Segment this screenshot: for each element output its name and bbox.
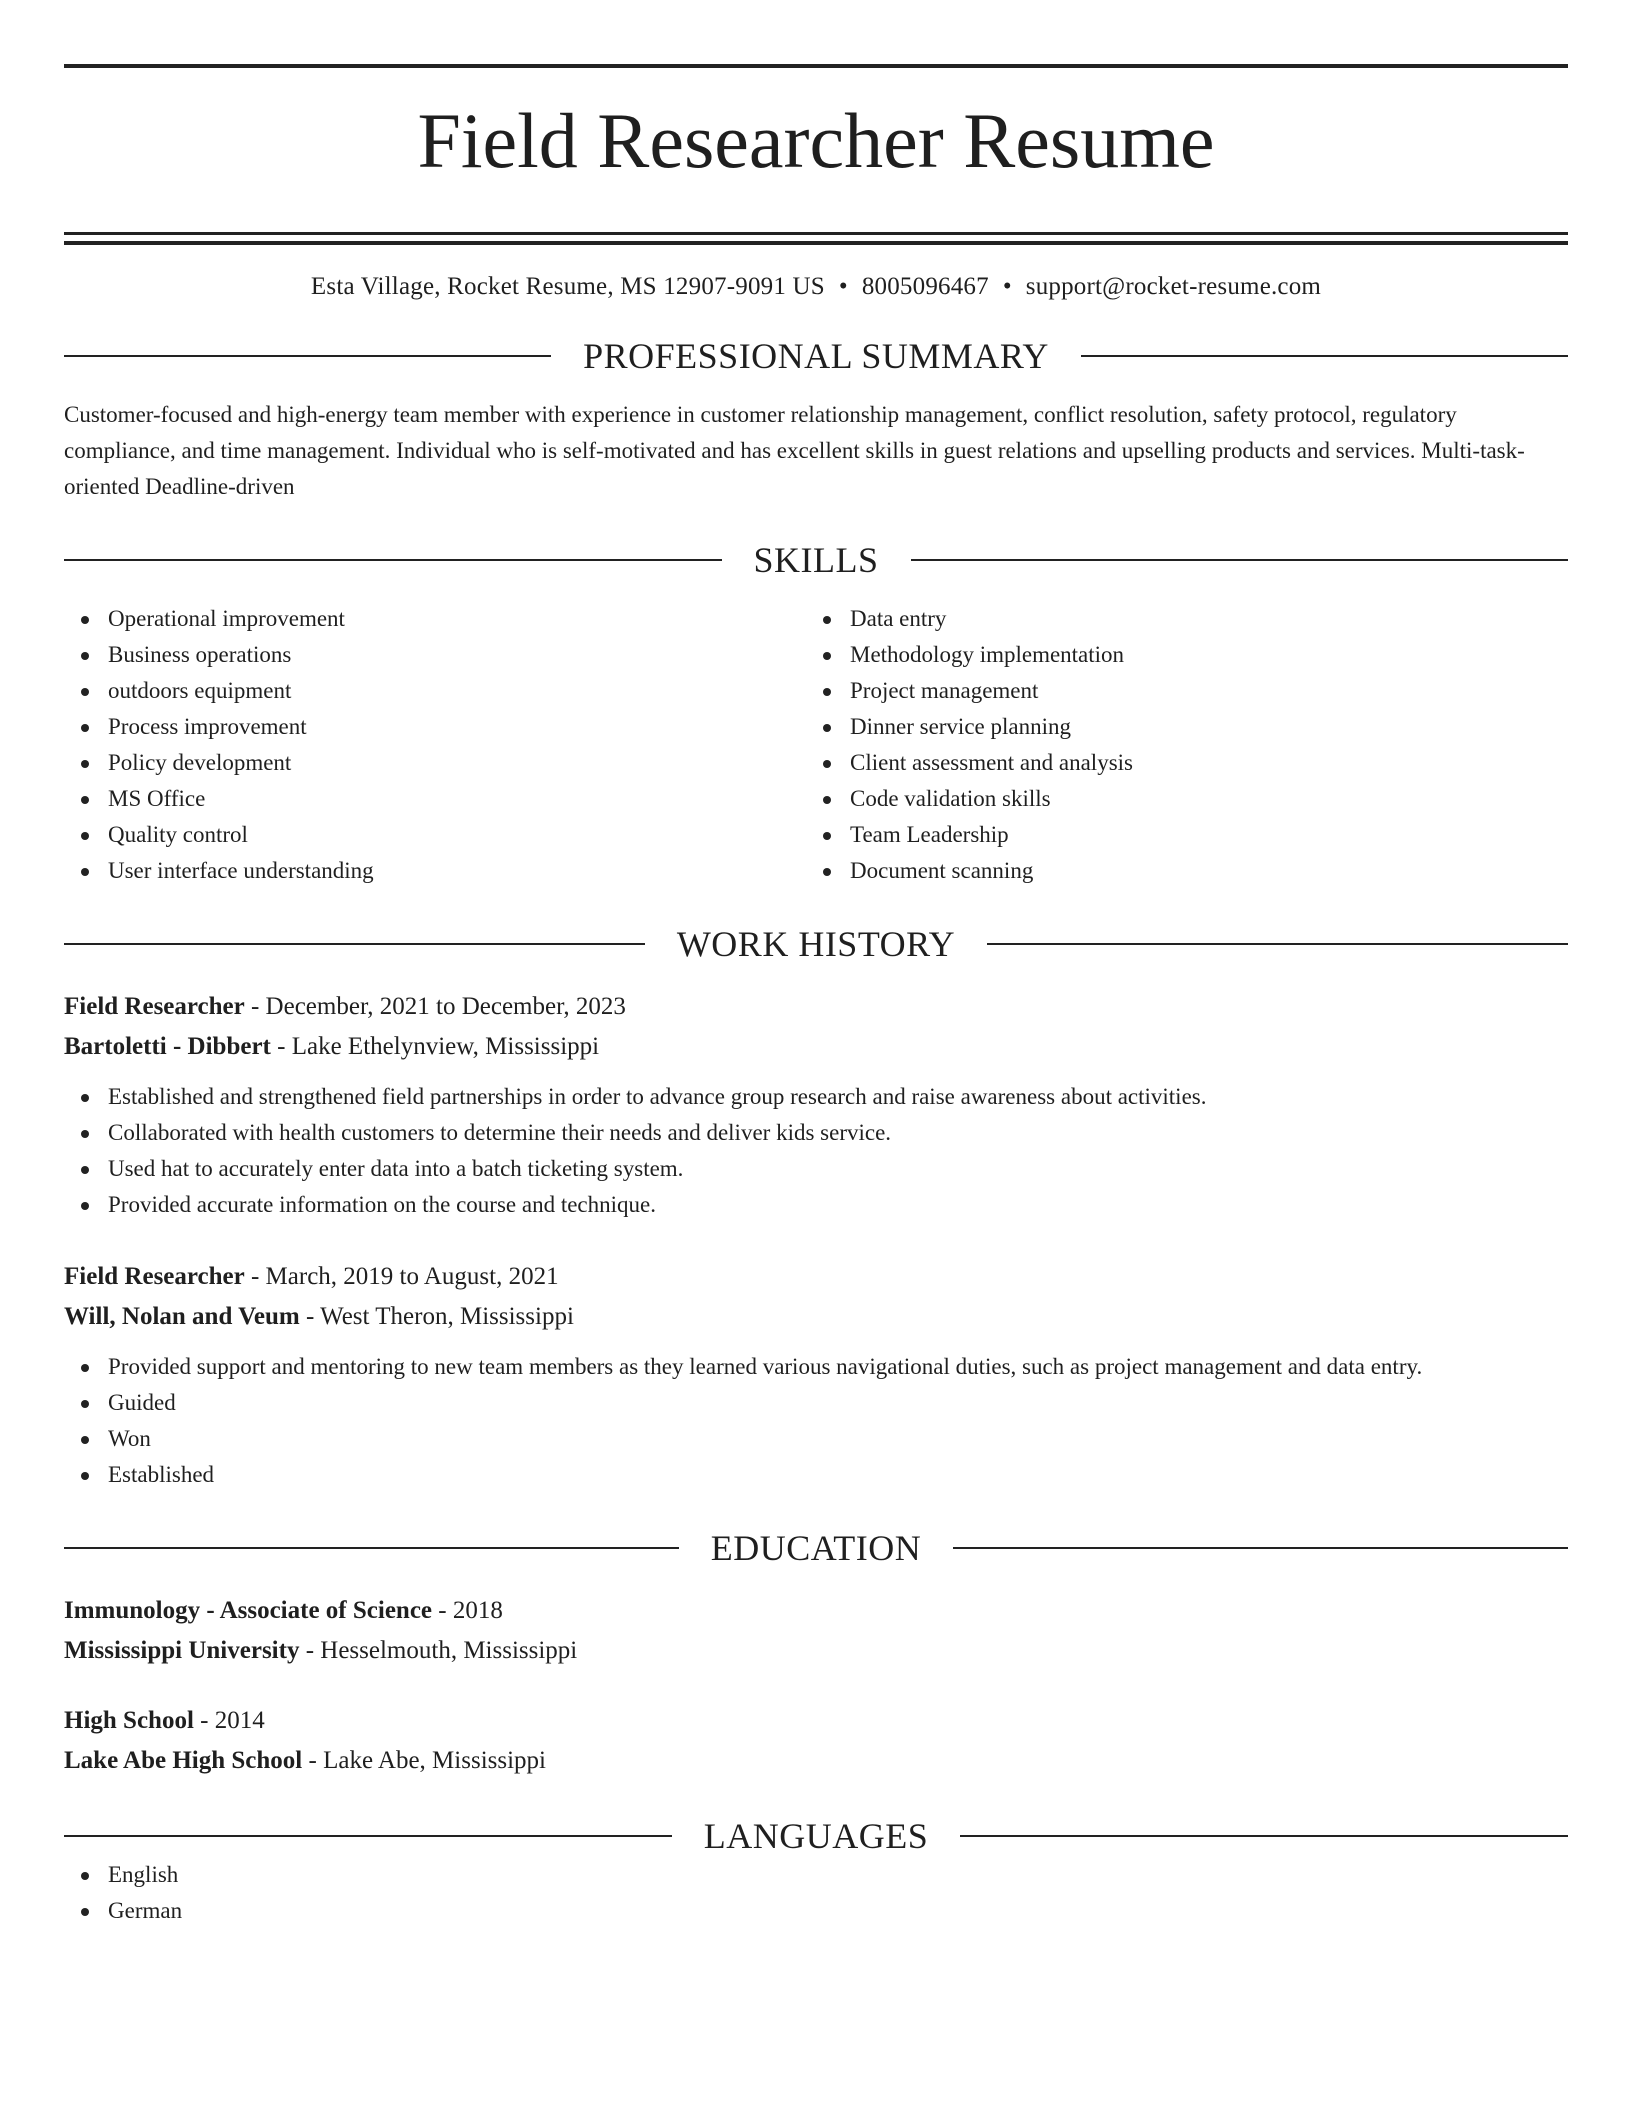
section-title: SKILLS (753, 540, 879, 581)
contact-address: Esta Village, Rocket Resume, MS 12907-9091 US (310, 273, 825, 301)
divider (911, 559, 1569, 561)
contact-separator: • (838, 273, 848, 301)
education-location: - Lake Abe, Mississippi (302, 1747, 546, 1775)
skill-item: Team Leadership (806, 817, 1548, 853)
skills-column-right (806, 601, 1548, 889)
job-title: Field Researcher (64, 993, 245, 1021)
divider (64, 1547, 679, 1549)
education-year: - 2014 (193, 1707, 265, 1735)
skill-item: Operational improvement (64, 601, 806, 637)
job-company-line (64, 1297, 1568, 1337)
languages-list (64, 1857, 1568, 1929)
job-duty: Guided (64, 1385, 1568, 1421)
skills-column-left (64, 601, 806, 889)
job-location: - West Theron, Mississippi (299, 1303, 574, 1331)
skill-item: outdoors equipment (64, 673, 806, 709)
education-entry (64, 1701, 1568, 1781)
education-degree: High School (64, 1707, 194, 1735)
job-entry (64, 1257, 1568, 1493)
education-school: Lake Abe High School (64, 1747, 303, 1775)
resume-page (64, 64, 1568, 1929)
education-degree: Immunology - Associate of Science (64, 1597, 433, 1625)
job-duties (64, 1079, 1568, 1223)
divider (64, 943, 645, 945)
skill-item: Document scanning (806, 853, 1548, 889)
job-dates: - March, 2019 to August, 2021 (244, 1263, 559, 1291)
section-title: PROFESSIONAL SUMMARY (583, 336, 1049, 377)
divider (64, 1835, 672, 1837)
education-school: Mississippi University (64, 1637, 300, 1665)
section-header-summary (64, 335, 1568, 377)
job-duty: Won (64, 1421, 1568, 1457)
language-item: German (64, 1893, 1568, 1929)
skill-item: User interface understanding (64, 853, 806, 889)
contact-line (64, 273, 1568, 301)
job-location: - Lake Ethelynview, Mississippi (270, 1033, 600, 1061)
section-header-work-history (64, 923, 1568, 965)
job-title-line (64, 1257, 1568, 1297)
skill-item: Code validation skills (806, 781, 1548, 817)
job-company: Will, Nolan and Veum (64, 1303, 300, 1331)
job-company-line (64, 1027, 1568, 1067)
education-school-line (64, 1631, 1568, 1671)
education-entry (64, 1591, 1568, 1671)
divider (64, 355, 551, 357)
skill-item: Dinner service planning (806, 709, 1548, 745)
job-duty: Provided accurate information on the course and technique. (64, 1187, 1568, 1223)
section-header-education (64, 1527, 1568, 1569)
skills-list (64, 601, 1568, 889)
section-title: WORK HISTORY (676, 924, 956, 965)
education-location: - Hesselmouth, Mississippi (299, 1637, 578, 1665)
job-entry (64, 987, 1568, 1223)
divider (987, 943, 1568, 945)
skill-item: Data entry (806, 601, 1548, 637)
job-title-line (64, 987, 1568, 1027)
skill-item: MS Office (64, 781, 806, 817)
top-rule (64, 64, 1568, 68)
summary-text: Customer-focused and high-energy team member with experience in customer relationship management, conflict resolution, safety protocol, regulatory compliance, and time management. Individual who is self-motivated and has excellent skills in guest relations and upselling products and services. Multi-task-oriented Deadline-driven (64, 402, 1525, 500)
education-degree-line (64, 1591, 1568, 1631)
resume-title: Field Researcher Resume (417, 97, 1215, 184)
divider (1081, 355, 1568, 357)
language-item: English (64, 1857, 1568, 1893)
skill-item: Process improvement (64, 709, 806, 745)
contact-separator: • (1002, 273, 1012, 301)
skill-item: Project management (806, 673, 1548, 709)
title-double-rule (64, 232, 1568, 245)
job-dates: - December, 2021 to December, 2023 (244, 993, 626, 1021)
contact-phone: 8005096467 (861, 273, 989, 301)
skill-item: Client assessment and analysis (806, 745, 1548, 781)
job-company: Bartoletti - Dibbert (64, 1033, 271, 1061)
job-title: Field Researcher (64, 1263, 245, 1291)
divider (64, 559, 722, 561)
skill-item: Business operations (64, 637, 806, 673)
section-title: EDUCATION (710, 1528, 922, 1569)
job-duty: Used hat to accurately enter data into a batch ticketing system. (64, 1151, 1568, 1187)
section-header-languages (64, 1815, 1568, 1857)
section-title: LANGUAGES (703, 1816, 929, 1857)
job-duty: Collaborated with health customers to determine their needs and deliver kids service. (64, 1115, 1568, 1151)
skill-item: Policy development (64, 745, 806, 781)
job-duty: Provided support and mentoring to new team members as they learned various navigational duties, such as project management and data entry. (64, 1349, 1568, 1385)
education-year: - 2018 (432, 1597, 503, 1625)
contact-email: support@rocket-resume.com (1025, 273, 1322, 301)
divider (960, 1835, 1568, 1837)
education-degree-line (64, 1701, 1568, 1741)
divider (953, 1547, 1568, 1549)
education-school-line (64, 1741, 1568, 1781)
job-duties (64, 1349, 1568, 1493)
job-duty: Established (64, 1457, 1568, 1493)
skill-item: Methodology implementation (806, 637, 1548, 673)
job-duty: Established and strengthened field partnerships in order to advance group research and raise awareness about activities. (64, 1079, 1568, 1115)
section-header-skills (64, 539, 1568, 581)
skill-item: Quality control (64, 817, 806, 853)
